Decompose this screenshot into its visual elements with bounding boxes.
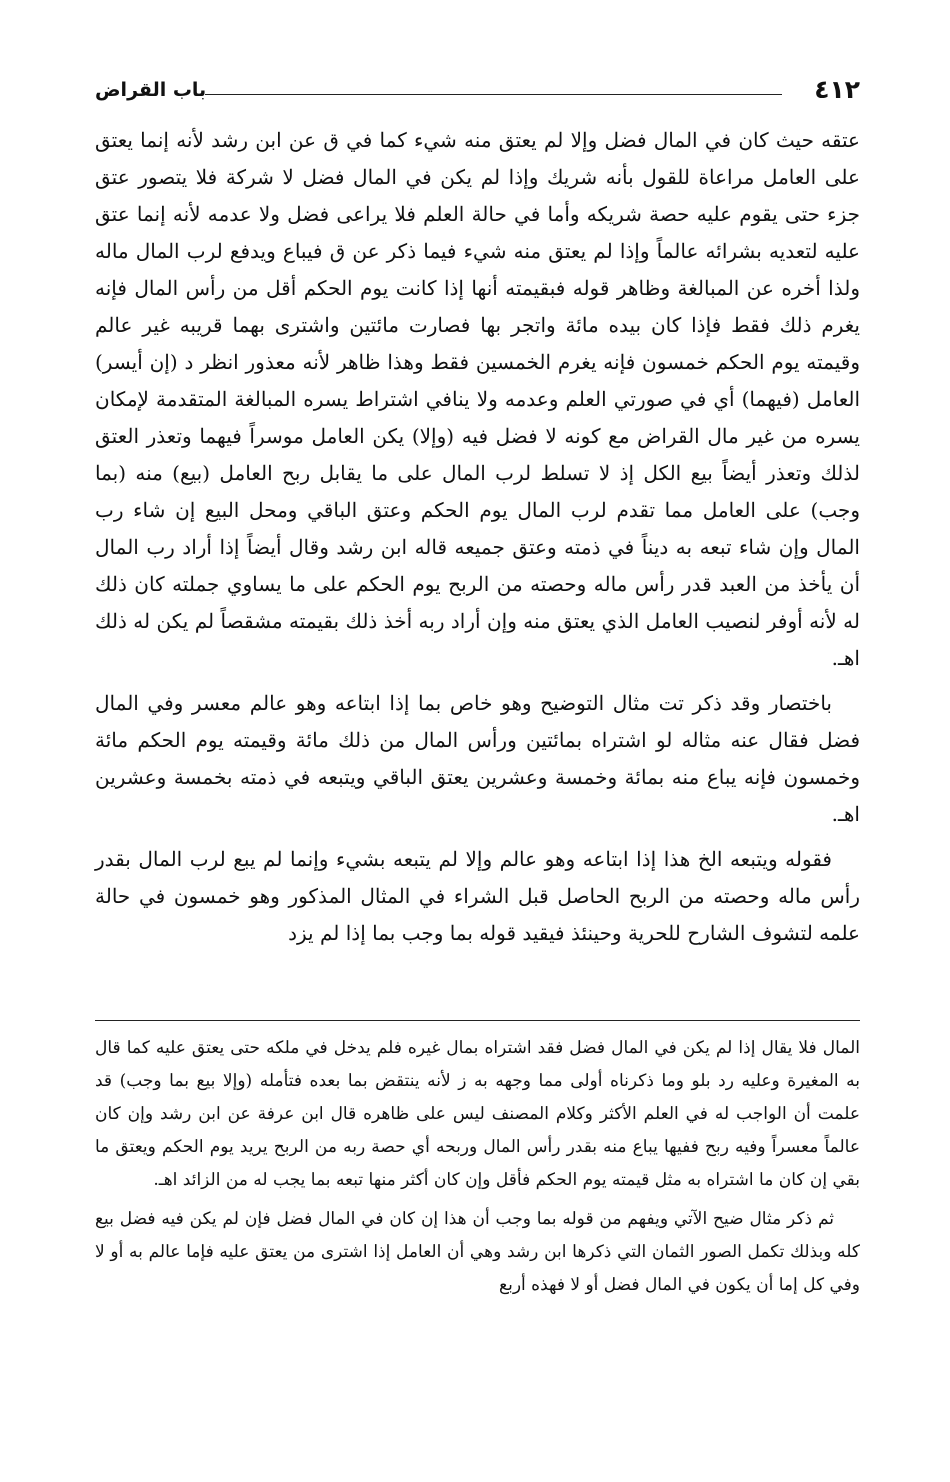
main-text bbox=[95, 122, 860, 960]
page-number: ٤١٢ bbox=[814, 75, 860, 104]
footnote-paragraph: المال فلا يقال إذا لم يكن في المال فضل فقد اشتراه بمال غيره فلم يدخل في ملكه حتى يعتق عليه كما قال به المغيرة وعليه رد بلو وما ذكرناه أولى مما وجهه به ز لأنه ينتقض بما بعده فتأمله (وإلا بيع بما وجب) قد علمت أن الواجب له في العلم الأكثر وكلام المصنف ليس على ظاهره قال ابن عرفة عن ابن رشد وإن كان عالماً معسراً وفيه ربح ففيها يباع منه بقدر رأس المال وربحه أي حصة ربه من الربح يريد يوم الحكم ويعتق ما بقي إن كان ما اشتراه به مثل قيمته يوم الحكم فأقل وإن كان أكثر منها تبعه بما يجب له من الزائد اهـ. bbox=[95, 1038, 860, 1190]
footnotes bbox=[95, 1032, 860, 1308]
footnote-paragraph: ثم ذكر مثال ضيح الآتي ويفهم من قوله بما وجب أن هذا إن كان في المال فضل فإن لم يكن فيه فضل بيع كله وبذلك تكمل الصور الثمان التي ذكرها ابن رشد وهي أن العامل إذا اشترى من يعتق عليه فإما عالم به أو لا وفي كل إما أن يكون في المال فضل أو لا فهذه أربع bbox=[95, 1209, 860, 1295]
body-paragraph: عتقه حيث كان في المال فضل وإلا لم يعتق منه شيء كما في ق عن ابن رشد لأنه إنما يعتق على العامل مراعاة للقول بأنه شريك وإذا لم يكن في المال فضل لا شركة فلا يتصور عتق جزء حتى يقوم عليه حصة شريكه وأما في حالة العلم فلا يراعى فضل ولا عدمه لأنه إنما عتق عليه لتعديه بشرائه عالماً وإذا لم يعتق منه شيء فيما ذكر عن ق فيباع ويدفع لرب المال ماله ولذا أخره عن المبالغة وظاهر قوله فبقيمته أنها إذا كانت يوم الحكم أقل من رأس المال فإنه يغرم ذلك فقط فإذا كان بيده مائة واتجر بها فصارت مائتين واشترى بهما قريبه غير عالم وقيمته يوم الحكم خمسون فإنه يغرم الخمسين فقط وهذا ظاهر لأنه معذور انظر د (إن أيسر) العامل (فيهما) أي في صورتي العلم وعدمه ولا ينافي اشتراط يسره المبالغة المتقدمة لإمكان يسره من غير مال القراض مع كونه لا فضل فيه (وإلا) يكن العامل موسراً فيهما وتعذر العتق لذلك وتعذر أيضاً بيع الكل إذ لا تسلط لرب المال على ما يقابل ربح العامل (بيع) منه (بما وجب) على العامل مما تقدم لرب المال يوم الحكم وعتق الباقي ومحل البيع إن شاء رب المال وإن شاء تبعه به ديناً في ذمته وعتق جميعه قاله ابن رشد وقال أيضاً إذا أراد رب المال أن يأخذ من العبد قدر رأس ماله وحصته من الربح يوم الحكم على ما يساوي جملته كان ذلك له لأنه أوفر لنصيب العامل الذي يعتق منه وإن أراد ربه أخذ ذلك بقيمته مشقصاً لم يكن له ذلك اهـ. bbox=[95, 128, 860, 670]
body-paragraph: فقوله ويتبعه الخ هذا إذا ابتاعه وهو عالم وإلا لم يتبعه بشيء وإنما لم يبع لرب المال بقدر رأس ماله وحصته من الربح الحاصل قبل الشراء في المثال المذكور وهو خمسون في حالة علمه لتشوف الشارح للحرية وحينئذ فيقيد قوله بما وجب بما إذا لم يزد bbox=[95, 847, 860, 945]
page-header bbox=[95, 74, 860, 110]
body-paragraph: باختصار وقد ذكر تت مثال التوضيح وهو خاص بما إذا ابتاعه وهو عالم معسر وفي المال فضل فقال عنه مثاله لو اشتراه بمائتين ورأس المال من ذلك مائة وقيمته يوم الحكم مائة وخمسون فإنه يباع منه بمائة وخمسة وعشرين يعتق الباقي ويتبعه في ذمته بخمسة وعشرين اهـ. bbox=[95, 691, 860, 826]
chapter-title: باب القراض bbox=[95, 79, 207, 101]
header-rule bbox=[205, 94, 782, 95]
footnote-separator bbox=[95, 1020, 860, 1021]
